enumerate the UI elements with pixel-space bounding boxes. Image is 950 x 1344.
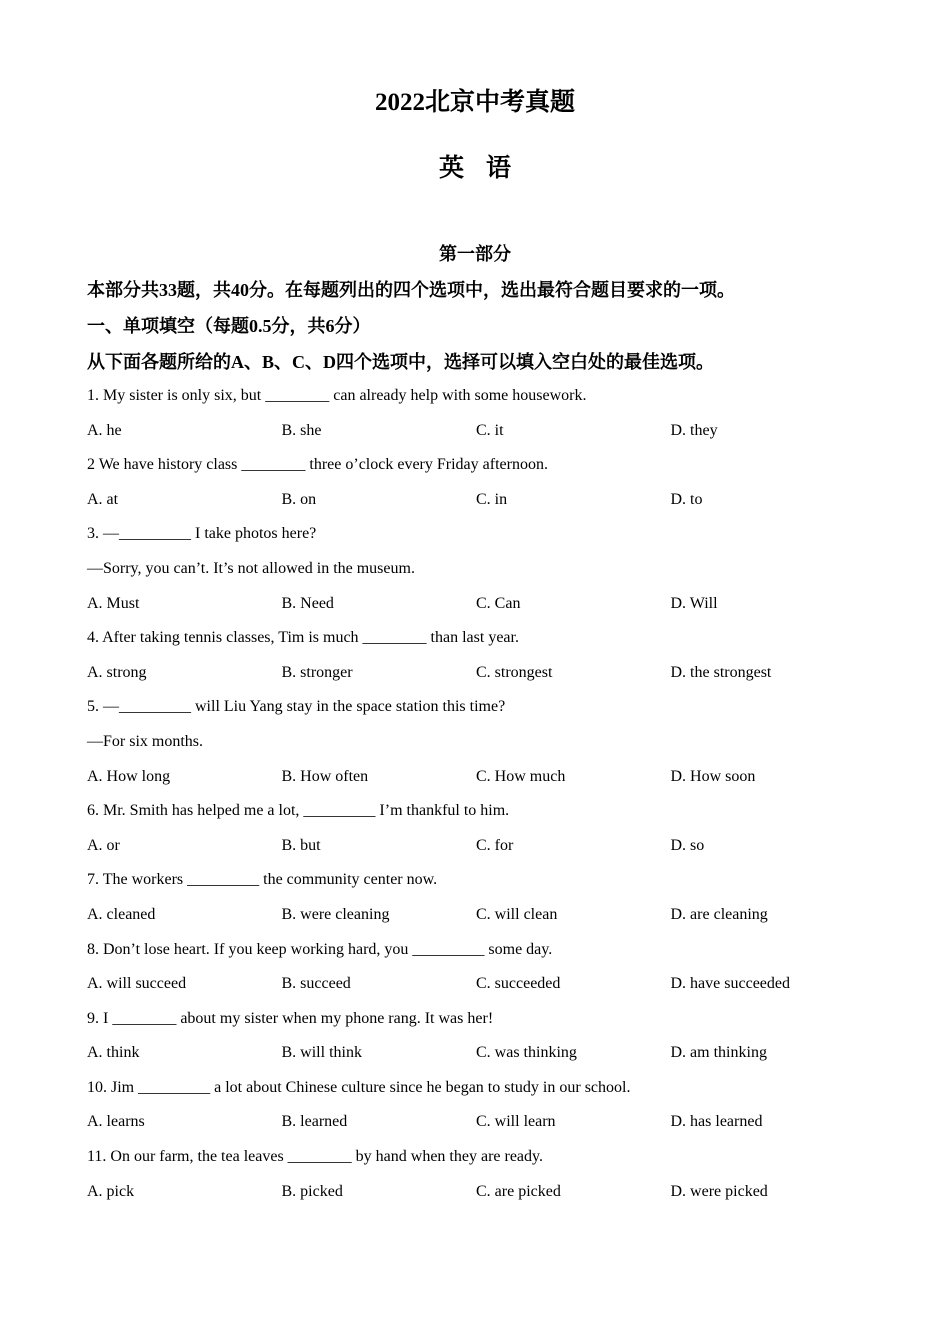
exam-title: 2022北京中考真题: [374, 89, 575, 116]
question-dialogue-line: —Sorry, you can’t. It’s not allowed in the museum.: [87, 559, 415, 577]
answer-option: D. were picked: [670, 1182, 768, 1200]
section-intro: 本部分共33题，共40分。在每题列出的四个选项中，选出最符合题目要求的一项。: [87, 280, 735, 300]
answer-option: A. he: [87, 421, 122, 439]
answer-option: B. will think: [281, 1044, 362, 1062]
section-heading: 一、单项填空（每题0.5分，共6分）: [87, 316, 371, 336]
question-stem: 3. —_________ I take photos here?: [87, 525, 317, 543]
answer-option: C. succeeded: [476, 975, 561, 993]
answer-option: C. will learn: [476, 1113, 556, 1131]
answer-option: D. How soon: [670, 767, 756, 785]
answer-option: C. for: [476, 836, 514, 854]
answer-option: A. will succeed: [87, 975, 187, 993]
question-stem: 2 We have history class ________ three o’clock every Friday afternoon.: [87, 456, 548, 474]
answer-option: B. stronger: [281, 663, 353, 681]
question-stem: 11. On our farm, the tea leaves ________ by hand when they are ready.: [87, 1148, 543, 1166]
question-options: [87, 488, 887, 523]
answer-option: B. were cleaning: [281, 905, 390, 923]
answer-option: B. Need: [281, 594, 334, 612]
answer-option: D. so: [670, 836, 705, 854]
question-options: [87, 765, 887, 800]
question-options: [87, 419, 887, 454]
answer-option: D. to: [670, 490, 703, 508]
question-dialogue-line: —For six months.: [87, 732, 204, 750]
answer-option: D. has learned: [670, 1113, 763, 1131]
question-stem: 6. Mr. Smith has helped me a lot, _________ I’m thankful to him.: [87, 802, 510, 820]
answer-option: D. the strongest: [670, 663, 772, 681]
question-list: [87, 384, 887, 1214]
question-options: [87, 1180, 887, 1215]
answer-option: B. How often: [281, 767, 369, 785]
answer-option: A. pick: [87, 1182, 135, 1200]
answer-option: D. are cleaning: [670, 905, 768, 923]
answer-option: C. are picked: [476, 1182, 561, 1200]
question-options: [87, 972, 887, 1007]
answer-option: A. think: [87, 1044, 140, 1062]
answer-option: A. learns: [87, 1113, 145, 1131]
answer-option: B. but: [281, 836, 321, 854]
answer-option: C. will clean: [476, 905, 558, 923]
answer-option: C. was thinking: [476, 1044, 577, 1062]
answer-option: B. on: [281, 490, 317, 508]
answer-option: A. at: [87, 490, 119, 508]
answer-option: A. How long: [87, 767, 171, 785]
answer-option: C. in: [476, 490, 508, 508]
section-instruction: 从下面各题所给的A、B、C、D四个选项中，选择可以填入空白处的最佳选项。: [87, 352, 714, 372]
answer-option: D. have succeeded: [670, 975, 790, 993]
question-stem: 10. Jim _________ a lot about Chinese culture since he began to study in our school.: [87, 1078, 631, 1096]
answer-option: B. learned: [281, 1113, 348, 1131]
answer-option: B. she: [281, 421, 322, 439]
answer-option: D. they: [670, 421, 718, 439]
question-options: [87, 834, 887, 869]
answer-option: A. strong: [87, 663, 147, 681]
question-stem: 8. Don’t lose heart. If you keep working hard, you _________ some day.: [87, 940, 553, 958]
part-heading: 第一部分: [439, 244, 511, 264]
answer-option: C. strongest: [476, 663, 553, 681]
answer-option: B. picked: [281, 1182, 343, 1200]
question-options: [87, 903, 887, 938]
question-options: [87, 592, 887, 627]
answer-option: A. cleaned: [87, 905, 156, 923]
question-options: [87, 1041, 887, 1076]
question-stem: 7. The workers _________ the community center now.: [87, 871, 438, 889]
question-options: [87, 661, 887, 696]
question-options: [87, 1110, 887, 1145]
answer-option: C. Can: [476, 594, 521, 612]
question-stem: 5. —_________ will Liu Yang stay in the space station this time?: [87, 698, 506, 716]
answer-option: D. Will: [670, 594, 718, 612]
subject-title: 英语: [438, 155, 533, 182]
answer-option: B. succeed: [281, 975, 351, 993]
question-stem: 4. After taking tennis classes, Tim is much ________ than last year.: [87, 629, 519, 647]
answer-option: D. am thinking: [670, 1044, 767, 1062]
answer-option: A. Must: [87, 594, 140, 612]
question-stem: 1. My sister is only six, but ________ can already help with some housework.: [87, 387, 587, 404]
answer-option: C. How much: [476, 767, 566, 785]
answer-option: C. it: [476, 421, 504, 439]
question-stem: 9. I ________ about my sister when my phone rang. It was her!: [87, 1009, 494, 1027]
answer-option: A. or: [87, 836, 120, 854]
